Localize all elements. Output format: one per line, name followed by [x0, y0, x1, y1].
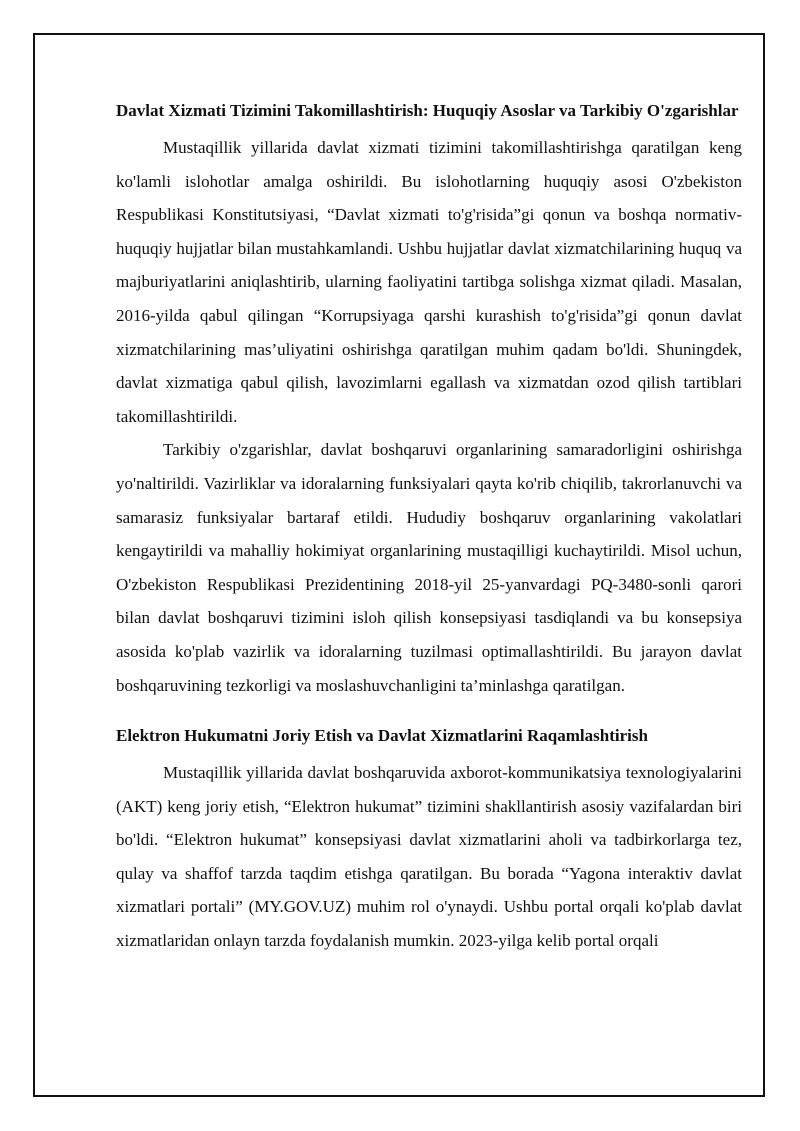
section-heading-2: Elektron Hukumatni Joriy Etish va Davlat Xizmatlarini Raqamlashtirish — [116, 726, 648, 746]
paragraph-1: Mustaqillik yillarida davlat xizmati tizimini takomillashtirishga qaratilgan keng ko'lamli islohotlar amalga oshirildi. Bu islohotlarning huquqiy asosi O'zbekiston Respublikasi Konstitutsiyasi, “Davlat xizmati to'g'risida”gi qonun va boshqa normativ-huquqiy hujjatlar bilan mustahkamlandi. Ushbu hujjatlar davlat xizmatchilarining huquq va majburiyatlarini aniqlashtirib, ularning faoliyatini tartibga solishga xizmat qiladi. Masalan, 2016-yilda qabul qilingan “Korrupsiyaga qarshi kurashish to'g'risida”gi qonun davlat xizmatchilarining mas’uliyatini oshirishga qaratilgan muhim qadam bo'ldi. Shuningdek, davlat xizmatiga qabul qilish, lavozimlarni egallash va xizmatdan ozod qilish tartiblari takomillashtirildi. — [116, 138, 742, 426]
document-body — [116, 98, 742, 958]
paragraph-3: Mustaqillik yillarida davlat boshqaruvida axborot-kommunikatsiya texnologiyalarini (AKT) keng joriy etish, “Elektron hukumat” tizimini shakllantirish asosiy vazifalardan biri bo'ldi. “Elektron hukumat” konsepsiyasi davlat xizmatlarini aholi va tadbirkorlarga tez, qulay va shaffof tarzda taqdim etishga qaratilgan. Bu borada “Yagona interaktiv davlat xizmatlari portali” (MY.GOV.UZ) muhim rol o'ynaydi. Ushbu portal orqali ko'plab davlat xizmatlaridan onlayn tarzda foydalanish mumkin. 2023-yilga kelib portal orqali — [116, 763, 742, 951]
paragraph-2: Tarkibiy o'zgarishlar, davlat boshqaruvi organlarining samaradorligini oshirishga yo'naltirildi. Vazirliklar va idoralarning funksiyalari qayta ko'rib chiqilib, takrorlanuvchi va samarasiz funksiyalar bartaraf etildi. Hududiy boshqaruv organlarining vakolatlari kengaytirildi va mahalliy hokimiyat organlarining mustaqilligi kuchaytirildi. Misol uchun, O'zbekiston Respublikasi Prezidentining 2018-yil 25-yanvardagi PQ-3480-sonli qarori bilan davlat boshqaruvi tizimini isloh qilish konsepsiyasi tasdiqlandi va bu konsepsiya asosida ko'plab vazirlik va idoralarning tuzilmasi optimallashtirildi. Bu jarayon davlat boshqaruvining tezkorligi va moslashuvchanligini ta’minlashga qaratilgan. — [116, 440, 742, 695]
section-heading-1: Davlat Xizmati Tizimini Takomillashtirish: Huquqiy Asoslar va Tarkibiy O'zgarishlar — [116, 101, 739, 120]
